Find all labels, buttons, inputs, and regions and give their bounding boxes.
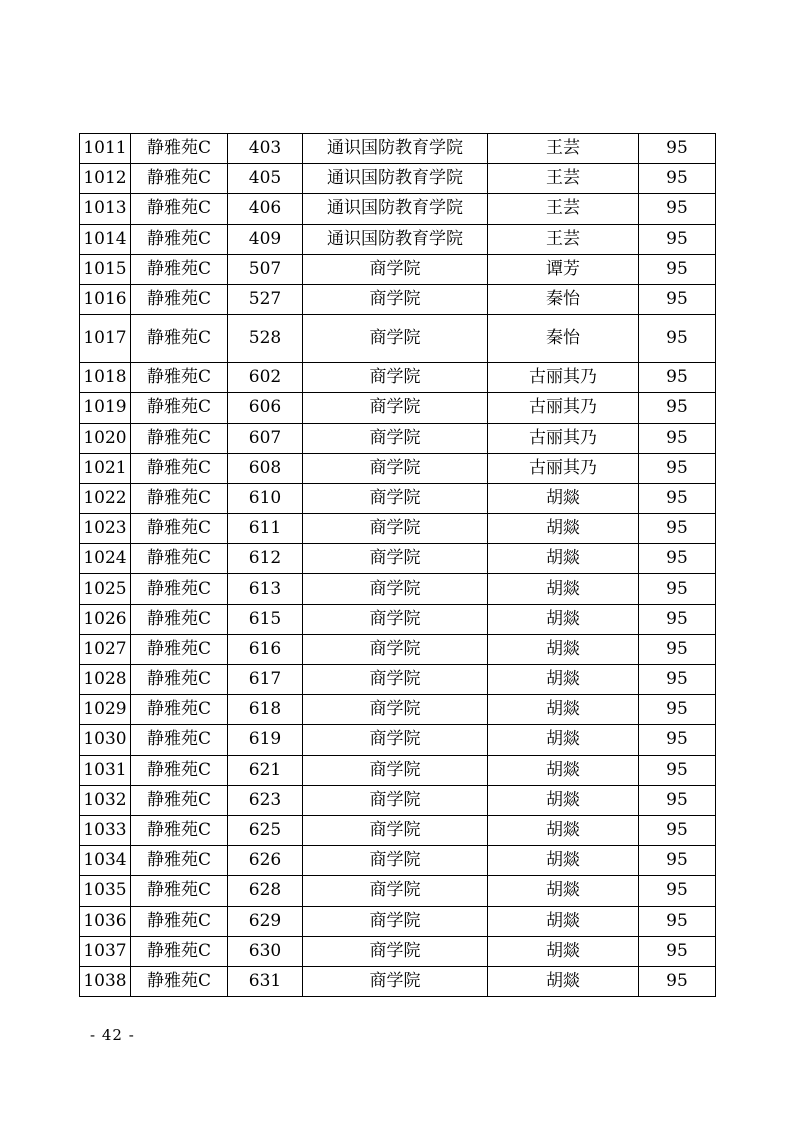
table-row [80, 574, 716, 604]
table-row [80, 453, 716, 483]
table-row [80, 284, 716, 314]
score-value: 95 [639, 284, 716, 314]
college-name: 商学院 [303, 725, 488, 755]
row-number: 1018 [80, 363, 131, 393]
score-value: 95 [639, 363, 716, 393]
score-value: 95 [639, 695, 716, 725]
room-number: 631 [228, 966, 303, 996]
college-name: 商学院 [303, 363, 488, 393]
building-name: 静雅苑C [131, 514, 228, 544]
person-name: 胡燚 [488, 634, 639, 664]
person-name: 王芸 [488, 194, 639, 224]
row-number: 1030 [80, 725, 131, 755]
score-value: 95 [639, 514, 716, 544]
room-number: 602 [228, 363, 303, 393]
building-name: 静雅苑C [131, 164, 228, 194]
table-row [80, 966, 716, 996]
building-name: 静雅苑C [131, 483, 228, 513]
score-value: 95 [639, 966, 716, 996]
score-value: 95 [639, 483, 716, 513]
person-name: 古丽其乃 [488, 393, 639, 423]
table-row [80, 164, 716, 194]
person-name: 胡燚 [488, 574, 639, 604]
college-name: 商学院 [303, 423, 488, 453]
college-name: 通识国防教育学院 [303, 164, 488, 194]
score-value: 95 [639, 194, 716, 224]
table-row [80, 876, 716, 906]
row-number: 1016 [80, 284, 131, 314]
college-name: 通识国防教育学院 [303, 194, 488, 224]
table-row [80, 695, 716, 725]
room-number: 629 [228, 906, 303, 936]
person-name: 胡燚 [488, 604, 639, 634]
room-number: 606 [228, 393, 303, 423]
table-row [80, 755, 716, 785]
college-name: 商学院 [303, 936, 488, 966]
row-number: 1012 [80, 164, 131, 194]
person-name: 谭芳 [488, 254, 639, 284]
score-value: 95 [639, 665, 716, 695]
table-row [80, 194, 716, 224]
row-number: 1014 [80, 224, 131, 254]
table-row [80, 224, 716, 254]
row-number: 1032 [80, 785, 131, 815]
person-name: 胡燚 [488, 876, 639, 906]
page-number: - 42 - [90, 1026, 135, 1044]
table-row [80, 665, 716, 695]
person-name: 秦怡 [488, 284, 639, 314]
building-name: 静雅苑C [131, 315, 228, 363]
table-row [80, 483, 716, 513]
building-name: 静雅苑C [131, 194, 228, 224]
person-name: 胡燚 [488, 846, 639, 876]
score-value: 95 [639, 315, 716, 363]
score-value: 95 [639, 224, 716, 254]
table-row [80, 725, 716, 755]
table-row [80, 604, 716, 634]
score-value: 95 [639, 393, 716, 423]
row-number: 1025 [80, 574, 131, 604]
building-name: 静雅苑C [131, 284, 228, 314]
building-name: 静雅苑C [131, 725, 228, 755]
building-name: 静雅苑C [131, 363, 228, 393]
college-name: 商学院 [303, 846, 488, 876]
college-name: 通识国防教育学院 [303, 224, 488, 254]
building-name: 静雅苑C [131, 755, 228, 785]
person-name: 胡燚 [488, 695, 639, 725]
person-name: 胡燚 [488, 725, 639, 755]
college-name: 商学院 [303, 815, 488, 845]
room-number: 613 [228, 574, 303, 604]
row-number: 1034 [80, 846, 131, 876]
row-number: 1028 [80, 665, 131, 695]
row-number: 1017 [80, 315, 131, 363]
room-number: 615 [228, 604, 303, 634]
college-name: 商学院 [303, 665, 488, 695]
score-value: 95 [639, 725, 716, 755]
row-number: 1038 [80, 966, 131, 996]
college-name: 商学院 [303, 876, 488, 906]
college-name: 商学院 [303, 393, 488, 423]
building-name: 静雅苑C [131, 254, 228, 284]
room-number: 406 [228, 194, 303, 224]
college-name: 商学院 [303, 785, 488, 815]
table-body [80, 134, 716, 997]
table-row [80, 134, 716, 164]
table-row [80, 846, 716, 876]
room-number: 405 [228, 164, 303, 194]
person-name: 胡燚 [488, 815, 639, 845]
score-value: 95 [639, 906, 716, 936]
row-number: 1022 [80, 483, 131, 513]
table-row [80, 634, 716, 664]
person-name: 古丽其乃 [488, 423, 639, 453]
score-value: 95 [639, 134, 716, 164]
college-name: 商学院 [303, 755, 488, 785]
room-number: 619 [228, 725, 303, 755]
row-number: 1036 [80, 906, 131, 936]
room-number: 623 [228, 785, 303, 815]
room-number: 403 [228, 134, 303, 164]
building-name: 静雅苑C [131, 423, 228, 453]
person-name: 胡燚 [488, 966, 639, 996]
row-number: 1020 [80, 423, 131, 453]
row-number: 1033 [80, 815, 131, 845]
person-name: 王芸 [488, 134, 639, 164]
table-row [80, 514, 716, 544]
table-row [80, 906, 716, 936]
score-value: 95 [639, 423, 716, 453]
row-number: 1027 [80, 634, 131, 664]
building-name: 静雅苑C [131, 634, 228, 664]
table-row [80, 254, 716, 284]
person-name: 古丽其乃 [488, 453, 639, 483]
building-name: 静雅苑C [131, 574, 228, 604]
table-row [80, 815, 716, 845]
row-number: 1021 [80, 453, 131, 483]
person-name: 胡燚 [488, 936, 639, 966]
room-number: 630 [228, 936, 303, 966]
room-number: 616 [228, 634, 303, 664]
college-name: 商学院 [303, 695, 488, 725]
room-number: 617 [228, 665, 303, 695]
person-name: 古丽其乃 [488, 363, 639, 393]
table-row [80, 363, 716, 393]
score-value: 95 [639, 544, 716, 574]
room-number: 608 [228, 453, 303, 483]
room-number: 618 [228, 695, 303, 725]
table-row [80, 315, 716, 363]
college-name: 商学院 [303, 544, 488, 574]
person-name: 胡燚 [488, 665, 639, 695]
room-number: 409 [228, 224, 303, 254]
row-number: 1015 [80, 254, 131, 284]
building-name: 静雅苑C [131, 966, 228, 996]
college-name: 商学院 [303, 906, 488, 936]
person-name: 胡燚 [488, 785, 639, 815]
college-name: 商学院 [303, 254, 488, 284]
row-number: 1011 [80, 134, 131, 164]
row-number: 1023 [80, 514, 131, 544]
person-name: 胡燚 [488, 906, 639, 936]
person-name: 胡燚 [488, 544, 639, 574]
college-name: 商学院 [303, 604, 488, 634]
room-number: 507 [228, 254, 303, 284]
building-name: 静雅苑C [131, 604, 228, 634]
room-number: 628 [228, 876, 303, 906]
college-name: 商学院 [303, 483, 488, 513]
score-value: 95 [639, 604, 716, 634]
person-name: 秦怡 [488, 315, 639, 363]
table-row [80, 936, 716, 966]
building-name: 静雅苑C [131, 815, 228, 845]
score-value: 95 [639, 936, 716, 966]
score-value: 95 [639, 815, 716, 845]
row-number: 1029 [80, 695, 131, 725]
person-name: 胡燚 [488, 755, 639, 785]
building-name: 静雅苑C [131, 665, 228, 695]
building-name: 静雅苑C [131, 785, 228, 815]
building-name: 静雅苑C [131, 393, 228, 423]
score-value: 95 [639, 164, 716, 194]
table-row [80, 423, 716, 453]
college-name: 通识国防教育学院 [303, 134, 488, 164]
room-number: 625 [228, 815, 303, 845]
room-number: 610 [228, 483, 303, 513]
row-number: 1024 [80, 544, 131, 574]
table-row [80, 393, 716, 423]
room-number: 621 [228, 755, 303, 785]
dormitory-score-table [79, 133, 716, 997]
building-name: 静雅苑C [131, 936, 228, 966]
building-name: 静雅苑C [131, 906, 228, 936]
row-number: 1013 [80, 194, 131, 224]
college-name: 商学院 [303, 514, 488, 544]
building-name: 静雅苑C [131, 695, 228, 725]
college-name: 商学院 [303, 284, 488, 314]
building-name: 静雅苑C [131, 544, 228, 574]
college-name: 商学院 [303, 634, 488, 664]
score-value: 95 [639, 634, 716, 664]
person-name: 王芸 [488, 164, 639, 194]
table-row [80, 785, 716, 815]
row-number: 1019 [80, 393, 131, 423]
room-number: 612 [228, 544, 303, 574]
college-name: 商学院 [303, 574, 488, 604]
row-number: 1026 [80, 604, 131, 634]
room-number: 626 [228, 846, 303, 876]
building-name: 静雅苑C [131, 224, 228, 254]
row-number: 1031 [80, 755, 131, 785]
score-value: 95 [639, 846, 716, 876]
room-number: 528 [228, 315, 303, 363]
person-name: 王芸 [488, 224, 639, 254]
score-value: 95 [639, 876, 716, 906]
score-value: 95 [639, 574, 716, 604]
score-value: 95 [639, 755, 716, 785]
person-name: 胡燚 [488, 514, 639, 544]
row-number: 1037 [80, 936, 131, 966]
table-row [80, 544, 716, 574]
room-number: 607 [228, 423, 303, 453]
score-value: 95 [639, 785, 716, 815]
building-name: 静雅苑C [131, 453, 228, 483]
college-name: 商学院 [303, 966, 488, 996]
person-name: 胡燚 [488, 483, 639, 513]
college-name: 商学院 [303, 453, 488, 483]
score-value: 95 [639, 453, 716, 483]
row-number: 1035 [80, 876, 131, 906]
building-name: 静雅苑C [131, 134, 228, 164]
college-name: 商学院 [303, 315, 488, 363]
building-name: 静雅苑C [131, 846, 228, 876]
score-value: 95 [639, 254, 716, 284]
room-number: 527 [228, 284, 303, 314]
room-number: 611 [228, 514, 303, 544]
building-name: 静雅苑C [131, 876, 228, 906]
